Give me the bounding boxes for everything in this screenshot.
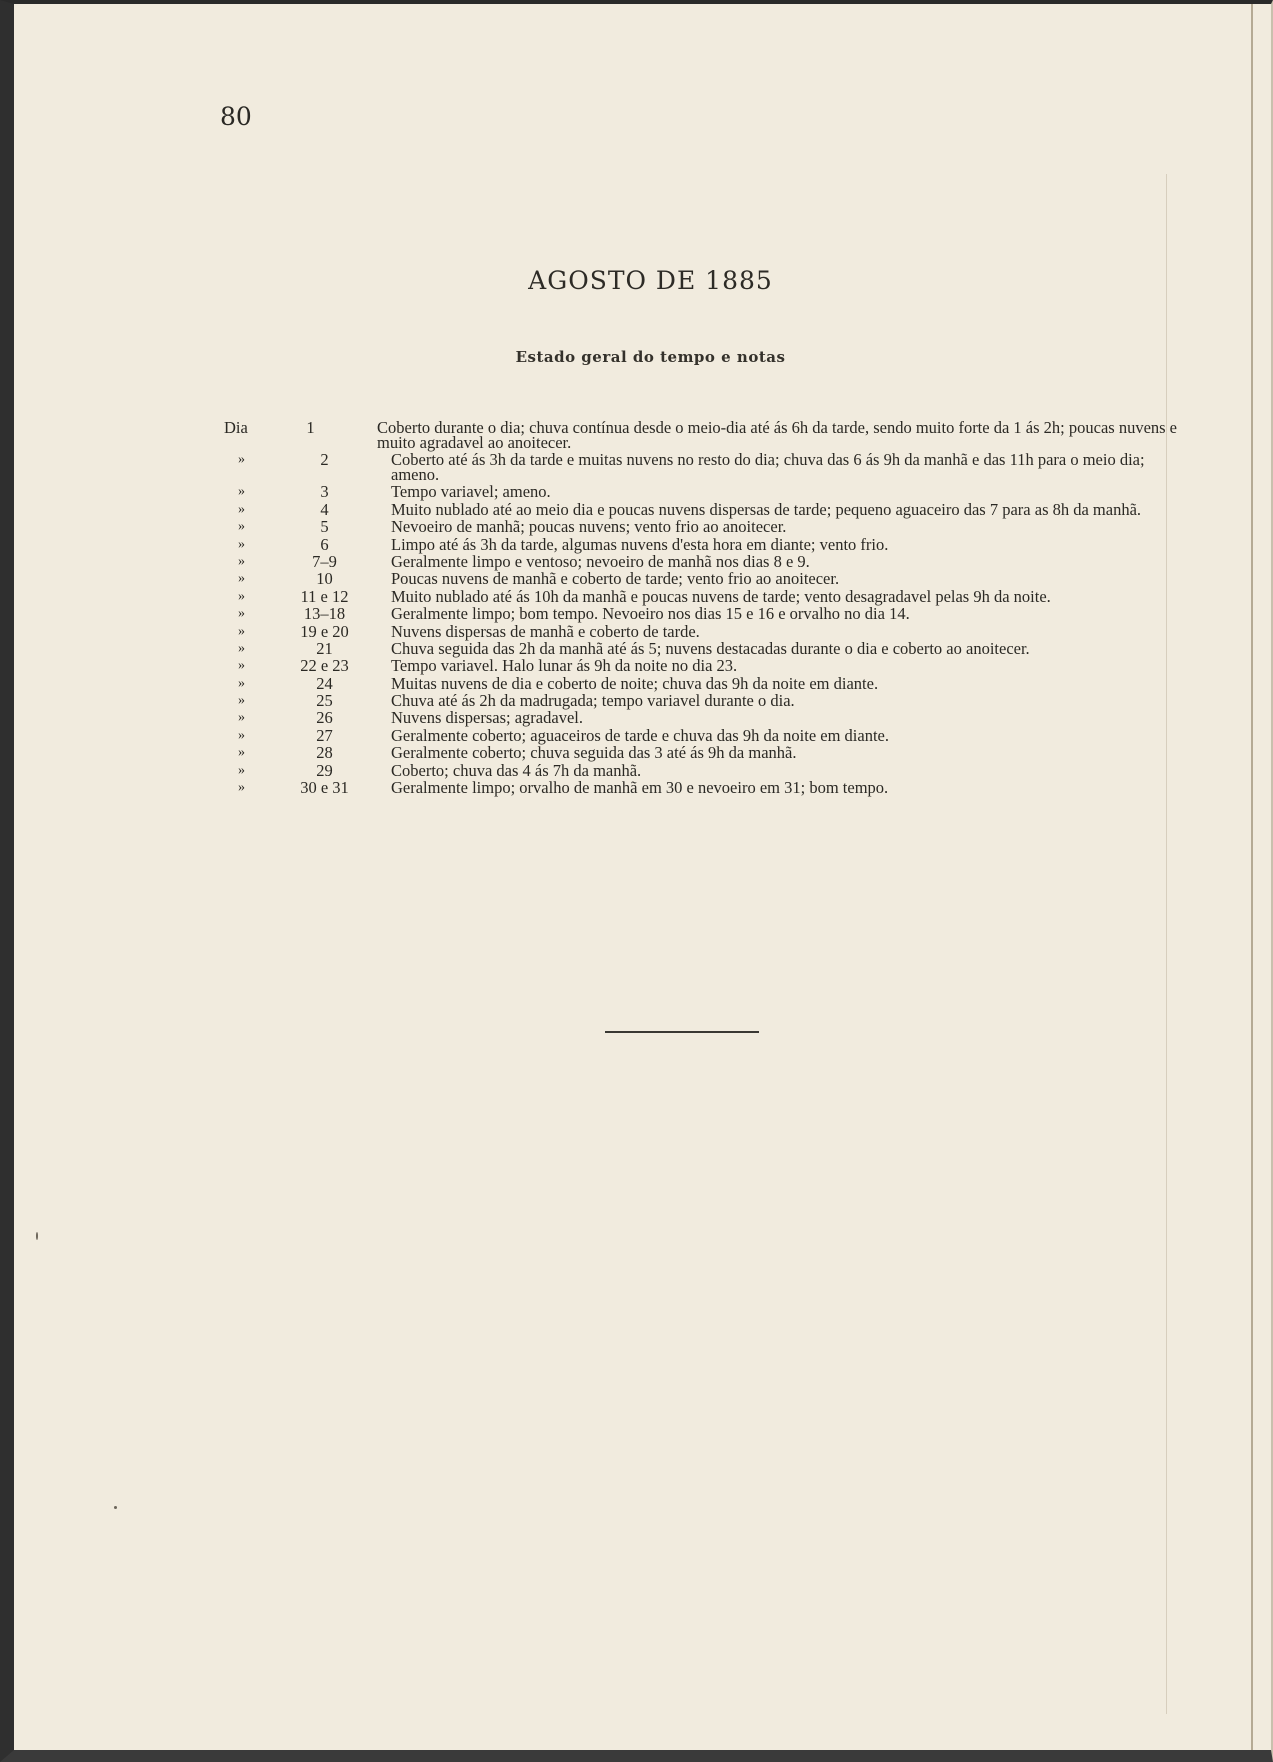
row-description: Coberto; chuva das 4 ás 7h da manhã.: [391, 760, 642, 780]
row-day: 28: [316, 743, 333, 763]
row-day: 26: [316, 708, 333, 728]
row-day: 11 e 12: [300, 586, 349, 606]
page-title: AGOSTO DE 1885: [528, 266, 773, 295]
row-day: 22 e 23: [300, 656, 349, 676]
row-label: »: [238, 675, 245, 691]
row-day: 25: [316, 691, 333, 711]
row-label: »: [238, 452, 245, 468]
table-row: [224, 638, 1184, 658]
row-day: 5: [320, 517, 329, 537]
row-description: Limpo até ás 3h da tarde, algumas nuvens d'esta hora em diante; vento frio.: [391, 534, 889, 554]
row-description: Nuvens dispersas de manhã e coberto de tarde.: [391, 621, 700, 641]
weather-notes-table: [224, 418, 1184, 798]
row-description: Chuva até ás 2h da madrugada; tempo variavel durante o dia.: [391, 691, 795, 711]
table-row: [224, 551, 1184, 571]
table-row: [224, 621, 1184, 641]
row-label: »: [238, 519, 245, 535]
row-description: Geralmente coberto; chuva seguida das 3 até ás 9h da manhã.: [391, 743, 797, 763]
row-day: 19 e 20: [300, 621, 349, 641]
row-day: 30 e 31: [300, 778, 349, 798]
row-description: Coberto até ás 3h da tarde e muitas nuvens no resto do dia; chuva das 6 ás 9h da manhã e das 11h para o meio dia; ameno.: [391, 450, 1145, 484]
table-row: [224, 760, 1184, 780]
row-day: 6: [320, 534, 329, 554]
row-day: 3: [320, 482, 329, 502]
paper-speck: [36, 1232, 38, 1240]
row-label: »: [238, 658, 245, 674]
row-description: Muito nublado até ao meio dia e poucas nuvens dispersas de tarde; pequeno aguaceiro das 7 para as 8h da manhã.: [391, 499, 1142, 519]
row-label: »: [238, 762, 245, 778]
table-row: [224, 604, 1184, 624]
row-label: »: [238, 484, 245, 500]
section-divider: [605, 1031, 759, 1033]
row-label: »: [238, 780, 245, 796]
table-row: [224, 499, 1184, 519]
table-row: [224, 673, 1184, 693]
row-label: Dia: [224, 418, 248, 437]
row-label: »: [238, 710, 245, 726]
row-label: »: [238, 501, 245, 517]
page-subtitle: Estado geral do tempo e notas: [515, 348, 786, 366]
row-day: 21: [316, 638, 333, 658]
row-description: Tempo variavel; ameno.: [391, 482, 551, 502]
row-label: »: [238, 745, 245, 761]
plate-mark: [1146, 174, 1167, 1714]
row-label: »: [238, 536, 245, 552]
table-row: [224, 418, 1184, 452]
row-description: Poucas nuvens de manhã e coberto de tarde; vento frio ao anoitecer.: [391, 569, 840, 589]
table-row: [224, 708, 1184, 728]
row-label: »: [238, 693, 245, 709]
row-description: Nevoeiro de manhã; poucas nuvens; vento frio ao anoitecer.: [391, 517, 787, 537]
row-label: »: [238, 571, 245, 587]
row-label: »: [238, 640, 245, 656]
table-row: [224, 743, 1184, 763]
table-row: [224, 656, 1184, 676]
table-row: [224, 534, 1184, 554]
table-row: [224, 725, 1184, 745]
row-day: 10: [316, 569, 333, 589]
row-label: »: [238, 606, 245, 622]
row-description: Geralmente coberto; aguaceiros de tarde e chuva das 9h da noite em diante.: [391, 725, 889, 745]
row-day: 2: [320, 450, 329, 470]
row-day: 29: [316, 760, 333, 780]
table-row: [224, 450, 1184, 484]
paper-speck: [114, 1506, 117, 1509]
row-label: »: [238, 623, 245, 639]
row-description: Tempo variavel. Halo lunar ás 9h da noite no dia 23.: [391, 656, 738, 676]
row-description: Muitas nuvens de dia e coberto de noite; chuva das 9h da noite em diante.: [391, 673, 879, 693]
row-label: »: [238, 588, 245, 604]
row-description: Geralmente limpo; bom tempo. Nevoeiro nos dias 15 e 16 e orvalho no dia 14.: [391, 604, 910, 624]
table-row: [224, 482, 1184, 502]
row-description: Chuva seguida das 2h da manhã até ás 5; nuvens destacadas durante o dia e coberto ao anoitecer.: [391, 638, 1030, 658]
row-label: »: [238, 553, 245, 569]
row-day: 27: [316, 725, 333, 745]
row-day: 7–9: [312, 551, 337, 571]
table-row: [224, 517, 1184, 537]
row-day: 4: [320, 499, 329, 519]
row-description: Geralmente limpo; orvalho de manhã em 30 e nevoeiro em 31; bom tempo.: [391, 778, 889, 798]
row-description: Nuvens dispersas; agradavel.: [391, 708, 583, 728]
row-description: Muito nublado até ás 10h da manhã e poucas nuvens de tarde; vento desagradavel pelas 9h da noite.: [391, 586, 1051, 606]
page-number: 80: [220, 102, 252, 131]
table-row: [224, 691, 1184, 711]
row-day: 24: [316, 673, 333, 693]
row-description: Coberto durante o dia; chuva contínua desde o meio-dia até ás 6h da tarde, sendo muito forte da 1 ás 2h; poucas nuvens e muito agradavel ao anoitecer.: [377, 418, 1178, 452]
table-row: [224, 778, 1184, 798]
table-row: [224, 586, 1184, 606]
row-label: »: [238, 727, 245, 743]
row-day: 13–18: [303, 604, 346, 624]
table-row: [224, 569, 1184, 589]
row-day: 1: [306, 418, 315, 437]
row-description: Geralmente limpo e ventoso; nevoeiro de manhã nos dias 8 e 9.: [391, 551, 810, 571]
